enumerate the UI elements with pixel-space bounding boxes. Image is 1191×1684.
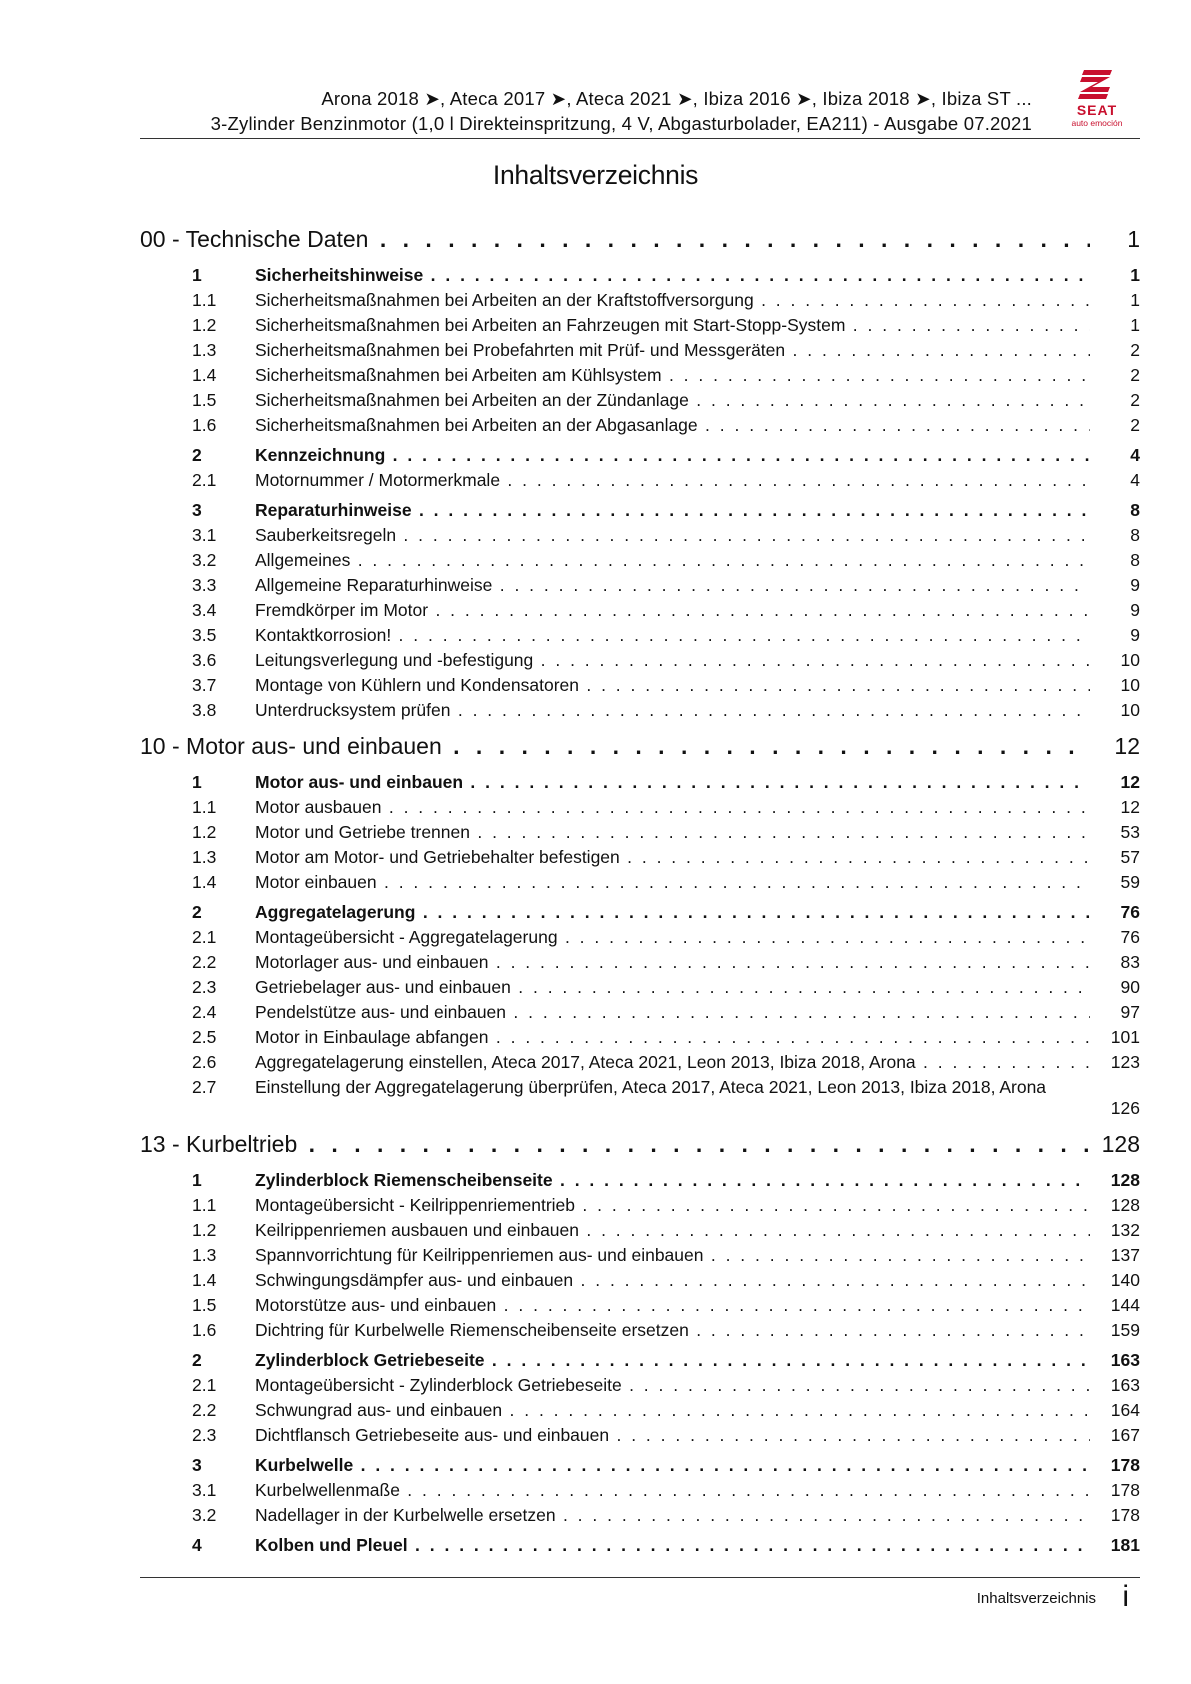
toc-entry-label: Leitungsverlegung und -befestigung (255, 650, 534, 670)
toc-entry-title (255, 952, 1090, 973)
toc-entry-label: Kurbelwelle (255, 1455, 354, 1475)
toc-entry-title (255, 500, 1090, 521)
toc-page-number: 9 (1130, 575, 1140, 595)
toc-entry-title (255, 1455, 1090, 1476)
toc-entry-label: Sicherheitshinweise (255, 265, 424, 285)
toc-page-number: 4 (1130, 470, 1140, 490)
toc-entry-label: Pendelstütze aus- und einbauen (255, 1002, 507, 1022)
toc-entry-label: Sicherheitsmaßnahmen bei Arbeiten am Kühlsystem (255, 365, 662, 385)
toc-page-number: 1 (1130, 290, 1140, 310)
toc-chapter[interactable] (140, 733, 1140, 767)
toc-page-number: 83 (1120, 952, 1140, 972)
toc-entry-label: Sicherheitsmaßnahmen bei Arbeiten an Fahrzeugen mit Start-Stopp-System (255, 315, 846, 335)
footer-page-number: i (1122, 1580, 1129, 1613)
toc-entry-title (255, 675, 1090, 696)
toc-page-number: 178 (1110, 1455, 1140, 1475)
toc-entry-number: 3.8 (192, 700, 217, 720)
toc-entry-number: 1.1 (192, 1195, 217, 1215)
toc-chapter[interactable] (140, 226, 1140, 260)
toc-entry-title (255, 927, 1090, 948)
toc-entry-number: 2 (192, 1350, 202, 1370)
toc-entry-title (255, 772, 1090, 793)
toc-entry-label: Motor am Motor- und Getriebehalter befestigen (255, 847, 620, 867)
toc-entry-number: 2.7 (192, 1077, 217, 1097)
toc-entry[interactable] (140, 927, 1140, 952)
toc-page-number: 159 (1110, 1320, 1140, 1340)
toc-entry-label: Kennzeichnung (255, 445, 386, 465)
toc-page-number: 12 (1120, 772, 1140, 792)
toc-entry-number: 1.2 (192, 315, 217, 335)
toc-entry-number: 1.2 (192, 822, 217, 842)
toc-entry-label: Dichtflansch Getriebeseite aus- und einbauen (255, 1425, 610, 1445)
toc-entry-label: Motorlager aus- und einbauen (255, 952, 489, 972)
toc-entry-label: Allgemeine Reparaturhinweise (255, 575, 493, 595)
toc-entry[interactable] (140, 550, 1140, 575)
toc-chapter-label: Motor aus- und einbauen (186, 733, 442, 759)
toc-entry-label: Motor aus- und einbauen (255, 772, 464, 792)
toc-page-number: 10 (1120, 650, 1140, 670)
toc-entry[interactable] (140, 1480, 1140, 1505)
document-header (140, 86, 1140, 146)
toc-page-number: 128 (1110, 1170, 1140, 1190)
toc-entry-number: 2 (192, 445, 202, 465)
toc-entry-number: 1 (192, 265, 202, 285)
toc-page-number: 164 (1110, 1400, 1140, 1420)
toc-entry-label: Nadellager in der Kurbelwelle ersetzen (255, 1505, 556, 1525)
toc-entry-label: Montage von Kühlern und Kondensatoren (255, 675, 579, 695)
toc-entry[interactable] (140, 1195, 1140, 1220)
toc-section[interactable] (140, 1170, 1140, 1195)
toc-chapter-number: 00 - (140, 226, 180, 252)
toc-entry-title (255, 265, 1090, 286)
toc-entry-label: Sicherheitsmaßnahmen bei Arbeiten an der Abgasanlage (255, 415, 698, 435)
toc-entry-title (255, 315, 1090, 336)
toc-entry[interactable] (140, 1295, 1140, 1320)
toc-entry-label: Aggregatelagerung einstellen, Ateca 2017, Ateca 2021, Leon 2013, Ibiza 2018, Arona (255, 1052, 916, 1072)
toc-section[interactable] (140, 1350, 1140, 1375)
toc-entry[interactable] (140, 575, 1140, 600)
toc-entry-title (255, 1270, 1090, 1291)
toc-section[interactable] (140, 265, 1140, 290)
toc-page-number: 2 (1130, 365, 1140, 385)
toc-entry-label: Reparaturhinweise (255, 500, 412, 520)
toc-chapter-number: 10 - (140, 733, 180, 759)
toc-entry-number: 2.1 (192, 1375, 217, 1395)
toc-page-number: 76 (1120, 902, 1140, 922)
toc-entry-label: Zylinderblock Getriebeseite (255, 1350, 485, 1370)
toc-entry-title (255, 1535, 1090, 1556)
toc-entry-label: Motor in Einbaulage abfangen (255, 1027, 489, 1047)
toc-entry-title (255, 1245, 1090, 1266)
toc-entry-title (255, 445, 1090, 466)
toc-entry-label: Motor und Getriebe trennen (255, 822, 470, 842)
toc-entry-label: Kontaktkorrosion! (255, 625, 392, 645)
toc-entry[interactable] (140, 1027, 1140, 1052)
toc-entry[interactable] (140, 315, 1140, 340)
toc-entry[interactable] (140, 1505, 1140, 1530)
toc-entry-title (255, 872, 1090, 893)
toc-entry-title (255, 290, 1090, 311)
toc-entry[interactable] (140, 1375, 1140, 1400)
toc-entry-title (255, 1505, 1090, 1526)
toc-section[interactable] (140, 772, 1140, 797)
header-models: Arona 2018 ➤, Ateca 2017 ➤, Ateca 2021 ➤, Ibiza 2016 ➤, Ibiza 2018 ➤, Ibiza ST ... (321, 88, 1032, 109)
toc-entry-number: 2.1 (192, 470, 217, 490)
toc-page-number: 2 (1130, 415, 1140, 435)
toc-entry-number: 3 (192, 1455, 202, 1475)
toc-entry-title (255, 1320, 1090, 1341)
toc-entry-number: 3.7 (192, 675, 217, 695)
toc-entry[interactable] (140, 1245, 1140, 1270)
toc-entry-label: Zylinderblock Riemenscheibenseite (255, 1170, 553, 1190)
toc-entry[interactable] (140, 1400, 1140, 1425)
toc-page-number: 97 (1120, 1002, 1140, 1022)
toc-entry-label: Montageübersicht - Aggregatelagerung (255, 927, 558, 947)
toc-entry-number: 2.3 (192, 1425, 217, 1445)
toc-page-number: 2 (1130, 390, 1140, 410)
toc-page-number: 163 (1110, 1350, 1140, 1370)
toc-chapter-title (140, 1131, 1090, 1158)
toc-entry-number: 1.6 (192, 1320, 217, 1340)
toc-entry[interactable] (140, 625, 1140, 650)
toc-section[interactable] (140, 1535, 1140, 1560)
toc-entry-title (255, 1002, 1090, 1023)
toc-page-number: 181 (1110, 1535, 1140, 1555)
toc-entry[interactable] (140, 600, 1140, 625)
toc-page-number: 57 (1120, 847, 1140, 867)
svg-text:auto emoción: auto emoción (1071, 118, 1123, 128)
toc-entry-title (255, 1425, 1090, 1446)
toc-entry-label: Motor einbauen (255, 872, 377, 892)
toc-entry-label: Motornummer / Motormerkmale (255, 470, 501, 490)
toc-entry-label: Kurbelwellenmaße (255, 1480, 400, 1500)
toc-entry-title (255, 847, 1090, 868)
table-of-contents (140, 226, 1140, 1560)
toc-entry-title (255, 1400, 1090, 1421)
toc-entry-number: 1 (192, 772, 202, 792)
toc-entry-number: 1.3 (192, 1245, 217, 1265)
toc-entry-number: 1.6 (192, 415, 217, 435)
toc-entry[interactable] (140, 290, 1140, 315)
toc-entry-title (255, 1375, 1090, 1396)
toc-entry-number: 1.4 (192, 365, 217, 385)
toc-page-number: 1 (1130, 315, 1140, 335)
toc-page-number: 10 (1120, 700, 1140, 720)
toc-entry-number: 1.2 (192, 1220, 217, 1240)
toc-entry[interactable] (140, 675, 1140, 700)
toc-entry-label: Spannvorrichtung für Keilrippenriemen aus- und einbauen (255, 1245, 704, 1265)
page-title: Inhaltsverzeichnis (492, 160, 699, 190)
toc-entry-number: 1.3 (192, 847, 217, 867)
toc-entry-number: 1.1 (192, 290, 217, 310)
toc-entry-title (255, 1052, 1090, 1073)
toc-page-number: 1 (1127, 226, 1140, 252)
toc-entry-number: 3.1 (192, 1480, 217, 1500)
toc-page-number: 167 (1110, 1425, 1140, 1445)
toc-page-number: 132 (1110, 1220, 1140, 1240)
toc-entry-label: Unterdrucksystem prüfen (255, 700, 451, 720)
toc-entry[interactable] (140, 365, 1140, 390)
toc-section[interactable] (140, 500, 1140, 525)
toc-entry[interactable] (140, 872, 1140, 897)
toc-entry-label: Montageübersicht - Keilrippenriementrieb (255, 1195, 576, 1215)
toc-entry-title (255, 1195, 1090, 1216)
toc-entry[interactable] (140, 1052, 1140, 1077)
toc-entry-title (255, 977, 1090, 998)
toc-chapter-title (140, 226, 1090, 253)
toc-entry-label: Motor ausbauen (255, 797, 382, 817)
toc-page-number: 128 (1101, 1131, 1140, 1157)
toc-entry-label: Schwungrad aus- und einbauen (255, 1400, 503, 1420)
toc-page-number: 90 (1120, 977, 1140, 997)
toc-section[interactable] (140, 902, 1140, 927)
toc-entry-title (255, 550, 1090, 571)
toc-page-number: 144 (1110, 1295, 1140, 1315)
toc-entry-title (255, 575, 1090, 596)
toc-entry-number: 3.3 (192, 575, 217, 595)
toc-page-number: 53 (1120, 822, 1140, 842)
toc-page-number: 123 (1110, 1052, 1140, 1072)
toc-entry[interactable] (140, 822, 1140, 847)
toc-entry-number: 2.6 (192, 1052, 217, 1072)
toc-entry-number: 3.6 (192, 650, 217, 670)
toc-page-number: 126 (1110, 1098, 1140, 1118)
toc-entry-title (255, 470, 1090, 491)
footer-label: Inhaltsverzeichnis (976, 1590, 1096, 1607)
toc-page-number: 10 (1120, 675, 1140, 695)
toc-entry-number: 1.3 (192, 340, 217, 360)
toc-page-number: 8 (1130, 500, 1140, 520)
svg-text:SEAT: SEAT (1076, 102, 1118, 118)
toc-page-number: 178 (1110, 1480, 1140, 1500)
toc-entry[interactable] (140, 1220, 1140, 1245)
toc-entry-title (255, 415, 1090, 436)
toc-entry-label: Aggregatelagerung (255, 902, 416, 922)
toc-page-number: 101 (1110, 1027, 1140, 1047)
toc-entry-number: 2.2 (192, 952, 217, 972)
toc-entry-label: Motorstütze aus- und einbauen (255, 1295, 497, 1315)
toc-page-number: 128 (1110, 1195, 1140, 1215)
toc-entry-title (255, 700, 1090, 721)
toc-entry-number: 1.5 (192, 390, 217, 410)
toc-entry-number: 2.3 (192, 977, 217, 997)
toc-chapter-label: Kurbeltrieb (186, 1131, 298, 1157)
toc-page-number: 9 (1130, 625, 1140, 645)
toc-entry-label: Getriebelager aus- und einbauen (255, 977, 511, 997)
toc-entry-title (255, 525, 1090, 546)
toc-entry[interactable] (140, 650, 1140, 675)
toc-page-number: 137 (1110, 1245, 1140, 1265)
toc-section[interactable] (140, 445, 1140, 470)
toc-entry-number: 3.5 (192, 625, 217, 645)
toc-page-number: 2 (1130, 340, 1140, 360)
toc-page-number: 4 (1130, 445, 1140, 465)
toc-page-number: 178 (1110, 1505, 1140, 1525)
toc-entry-number: 1.4 (192, 1270, 217, 1290)
toc-entry[interactable] (140, 1425, 1140, 1450)
toc-page-number: 9 (1130, 600, 1140, 620)
toc-page-number: 163 (1110, 1375, 1140, 1395)
toc-entry-label: Kolben und Pleuel (255, 1535, 408, 1555)
toc-entry-number: 2.4 (192, 1002, 217, 1022)
toc-entry[interactable] (140, 1077, 1140, 1123)
toc-entry-label: Sicherheitsmaßnahmen bei Probefahrten mit Prüf- und Messgeräten (255, 340, 786, 360)
toc-entry-title (255, 822, 1090, 843)
toc-entry-label: Keilrippenriemen ausbauen und einbauen (255, 1220, 579, 1240)
toc-entry-number: 3.2 (192, 550, 217, 570)
toc-entry-number: 1 (192, 1170, 202, 1190)
toc-chapter-number: 13 - (140, 1131, 180, 1157)
toc-entry[interactable] (140, 1320, 1140, 1345)
toc-entry[interactable] (140, 525, 1140, 550)
toc-entry-label: Sicherheitsmaßnahmen bei Arbeiten an der Zündanlage (255, 390, 689, 410)
toc-entry[interactable] (140, 470, 1140, 495)
toc-page-number: 8 (1130, 525, 1140, 545)
toc-entry[interactable] (140, 1270, 1140, 1295)
toc-entry-label: Fremdkörper im Motor (255, 600, 429, 620)
toc-entry-number: 2.5 (192, 1027, 217, 1047)
toc-entry-label: Allgemeines (255, 550, 351, 570)
toc-entry-title (255, 797, 1090, 818)
header-engine: 3-Zylinder Benzinmotor (1,0 l Direkteinspritzung, 4 V, Abgasturbolader, EA211) - Ausgabe 07.2021 (210, 113, 1032, 134)
toc-entry-label: Sauberkeitsregeln (255, 525, 397, 545)
toc-entry[interactable] (140, 415, 1140, 440)
toc-entry-label: Sicherheitsmaßnahmen bei Arbeiten an der Kraftstoffversorgung (255, 290, 754, 310)
seat-logo-icon (1052, 66, 1142, 136)
toc-entry[interactable] (140, 977, 1140, 1002)
toc-entry-number: 1.1 (192, 797, 217, 817)
toc-entry-number: 2 (192, 902, 202, 922)
toc-page-number: 8 (1130, 550, 1140, 570)
toc-entry[interactable] (140, 700, 1140, 725)
toc-entry-number: 4 (192, 1535, 202, 1555)
toc-entry[interactable] (140, 797, 1140, 822)
toc-page-number: 12 (1114, 733, 1140, 759)
toc-entry-title (255, 625, 1090, 646)
toc-entry-title (255, 365, 1090, 386)
toc-entry-title (255, 340, 1090, 361)
toc-entry-title (255, 1350, 1090, 1371)
toc-entry-title (255, 1170, 1090, 1191)
toc-entry-label: Montageübersicht - Zylinderblock Getriebeseite (255, 1375, 622, 1395)
toc-entry-title (255, 1077, 1090, 1123)
toc-entry-number: 2.1 (192, 927, 217, 947)
toc-entry-number: 3 (192, 500, 202, 520)
header-divider (140, 138, 1140, 139)
toc-page-number: 12 (1120, 797, 1140, 817)
toc-entry-title (255, 390, 1090, 411)
toc-entry[interactable] (140, 847, 1140, 872)
toc-entry-title (255, 1220, 1090, 1241)
toc-entry-number: 1.4 (192, 872, 217, 892)
toc-entry-title (255, 1480, 1090, 1501)
toc-entry-number: 2.2 (192, 1400, 217, 1420)
toc-entry-title (255, 902, 1090, 923)
toc-page-number: 59 (1120, 872, 1140, 892)
toc-entry-label: Schwingungsdämpfer aus- und einbauen (255, 1270, 574, 1290)
toc-entry-title (255, 1295, 1090, 1316)
toc-chapter-label: Technische Daten (185, 226, 369, 252)
toc-entry-number: 3.1 (192, 525, 217, 545)
toc-page-number: 140 (1110, 1270, 1140, 1290)
toc-entry[interactable] (140, 340, 1140, 365)
toc-entry[interactable] (140, 390, 1140, 415)
toc-page-number: 76 (1120, 927, 1140, 947)
toc-entry[interactable] (140, 1002, 1140, 1027)
toc-entry-number: 3.2 (192, 1505, 217, 1525)
toc-section[interactable] (140, 1455, 1140, 1480)
toc-page-number: 1 (1130, 265, 1140, 285)
toc-entry-label: Dichtring für Kurbelwelle Riemenscheibenseite ersetzen (255, 1320, 689, 1340)
footer-divider (140, 1577, 1140, 1578)
toc-entry-number: 1.5 (192, 1295, 217, 1315)
toc-entry-title (255, 650, 1090, 671)
toc-entry-title (255, 600, 1090, 621)
toc-chapter[interactable] (140, 1131, 1140, 1165)
toc-entry[interactable] (140, 952, 1140, 977)
toc-entry-title (255, 1027, 1090, 1048)
toc-entry-number: 3.4 (192, 600, 217, 620)
toc-chapter-title (140, 733, 1090, 760)
toc-entry-label: Einstellung der Aggregatelagerung überprüfen, Ateca 2017, Ateca 2021, Leon 2013, Ibiza 2018, Arona (255, 1077, 1047, 1097)
